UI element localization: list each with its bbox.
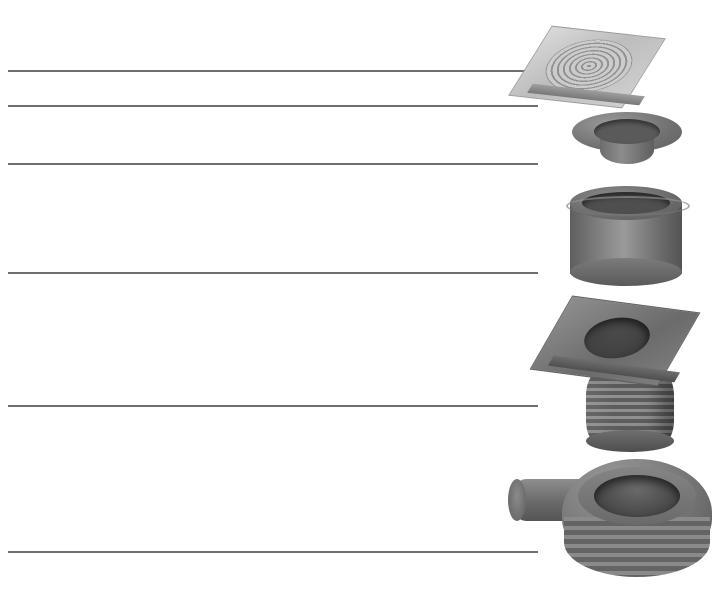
part-top-cover: [512, 30, 708, 116]
hair-holder-opening: [594, 119, 660, 144]
insulating-flange-outlet-end: [508, 479, 526, 521]
leader-line-odor-system: [8, 272, 538, 274]
odor-system-base: [570, 258, 682, 286]
odor-system-inner-lip: [566, 196, 690, 216]
leader-line-top-cover: [8, 70, 538, 72]
part-odor-system: [566, 186, 686, 286]
top-cover-plate: [512, 30, 708, 116]
part-insulating-flange: [508, 455, 714, 590]
part-height-adjustment-frame: [540, 300, 720, 450]
insulating-flange-bowl: [594, 475, 680, 517]
leader-line-top-cover-material: [8, 105, 538, 107]
leader-line-hair-holder: [8, 163, 538, 165]
insulating-flange-stepped-skirt: [564, 517, 710, 577]
leader-line-height-frame: [8, 405, 538, 407]
part-hair-holder: [572, 112, 682, 172]
height-frame-barrel-base: [586, 430, 674, 452]
leader-line-insulating-flange: [8, 551, 538, 553]
